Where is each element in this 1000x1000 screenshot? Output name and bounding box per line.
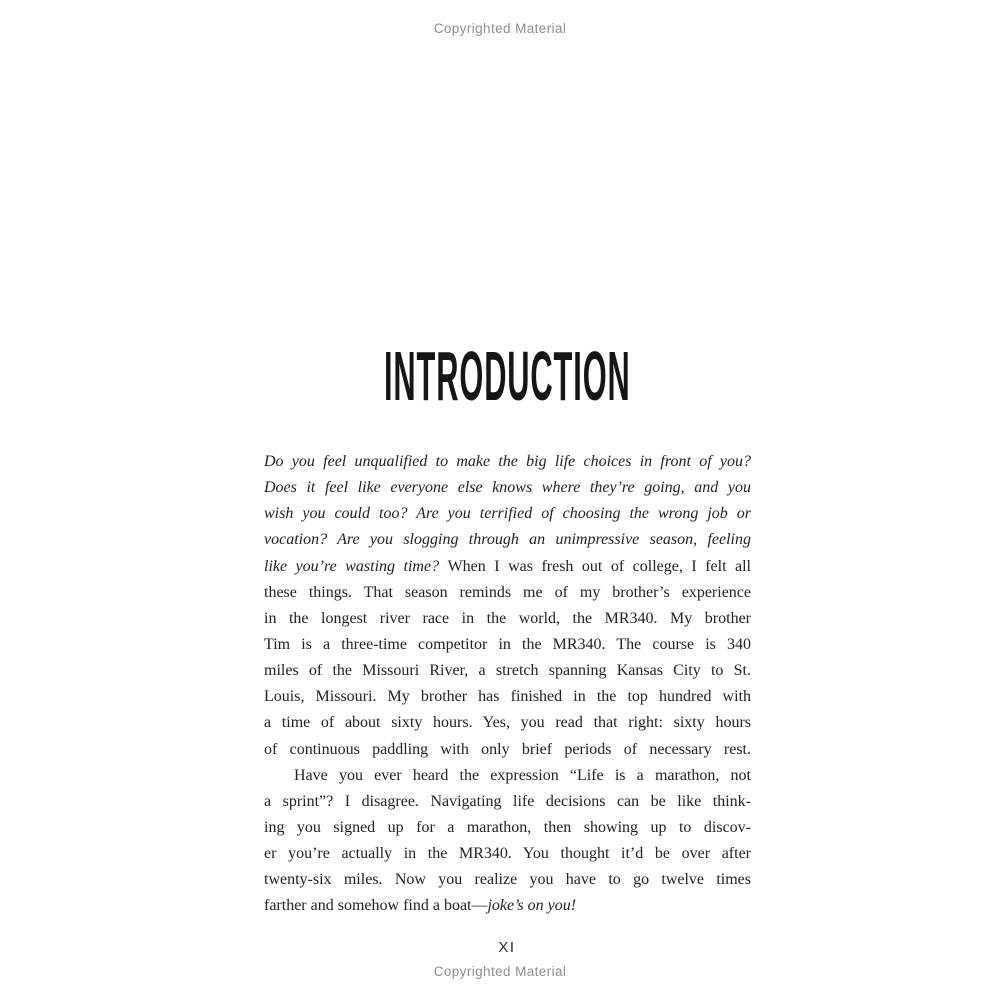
body-segment: When I was fresh out of college, I felt all <box>447 557 751 575</box>
body-segment-italic: Do you feel unqualified to make the big life choices in front of you? <box>264 453 751 470</box>
chapter-title <box>7 337 1000 415</box>
body-line <box>264 710 751 736</box>
body-line <box>264 632 751 658</box>
body-segment-italic: wish you could too? Are you terrified of choosing the wrong job or <box>264 505 751 523</box>
copyright-notice-bottom: Copyrighted Material <box>433 964 567 979</box>
body-segment: these things. That season reminds me of my brother’s experience <box>264 583 751 601</box>
body-segment-italic: joke’s on you! <box>487 897 577 915</box>
copyright-notice-top: Copyrighted Material <box>433 21 567 36</box>
body-line <box>264 658 751 684</box>
chapter-title-text: INTRODUCTION <box>383 337 631 415</box>
body-segment: Have you ever heard the expression “Life is a marathon, not <box>294 766 751 784</box>
body-line <box>264 554 751 580</box>
body-segment: ing you signed up for a marathon, then showing up to discov- <box>264 818 751 836</box>
body-line <box>264 867 751 893</box>
body-line <box>264 580 751 606</box>
body-segment-italic: Does it feel like everyone else knows where they’re going, and you <box>264 479 751 497</box>
body-line <box>264 893 751 919</box>
body-line <box>264 684 751 710</box>
page-number: XI <box>498 939 516 956</box>
body-line <box>264 763 751 789</box>
body-line <box>264 527 751 553</box>
body-line <box>264 501 751 527</box>
body-text <box>264 449 751 920</box>
body-segment: in the longest river race in the world, the MR340. My brother <box>264 609 751 627</box>
body-segment-italic: vocation? Are you slogging through an unimpressive season, feeling <box>264 531 751 549</box>
body-segment: farther and somehow find a boat— <box>264 897 488 915</box>
body-segment: miles of the Missouri River, a stretch spanning Kansas City to St. <box>264 662 751 680</box>
body-line <box>264 815 751 841</box>
body-segment: of continuous paddling with only brief periods of necessary rest. <box>264 740 751 758</box>
body-line <box>264 449 751 475</box>
body-segment-italic: like you’re wasting time? <box>264 557 448 575</box>
body-line <box>264 737 751 763</box>
body-segment: Louis, Missouri. My brother has finished in the top hundred with <box>264 688 751 706</box>
body-segment: a time of about sixty hours. Yes, you read that right: sixty hours <box>264 714 751 732</box>
body-segment: Tim is a three-time competitor in the MR340. The course is 340 <box>264 635 751 653</box>
body-segment: a sprint”? I disagree. Navigating life decisions can be like think- <box>264 792 751 810</box>
body-line <box>264 841 751 867</box>
body-line <box>264 789 751 815</box>
body-line <box>264 606 751 632</box>
body-line <box>264 475 751 501</box>
body-segment: twenty-six miles. Now you realize you have to go twelve times <box>264 871 751 889</box>
body-segment: er you’re actually in the MR340. You thought it’d be over after <box>264 845 751 863</box>
